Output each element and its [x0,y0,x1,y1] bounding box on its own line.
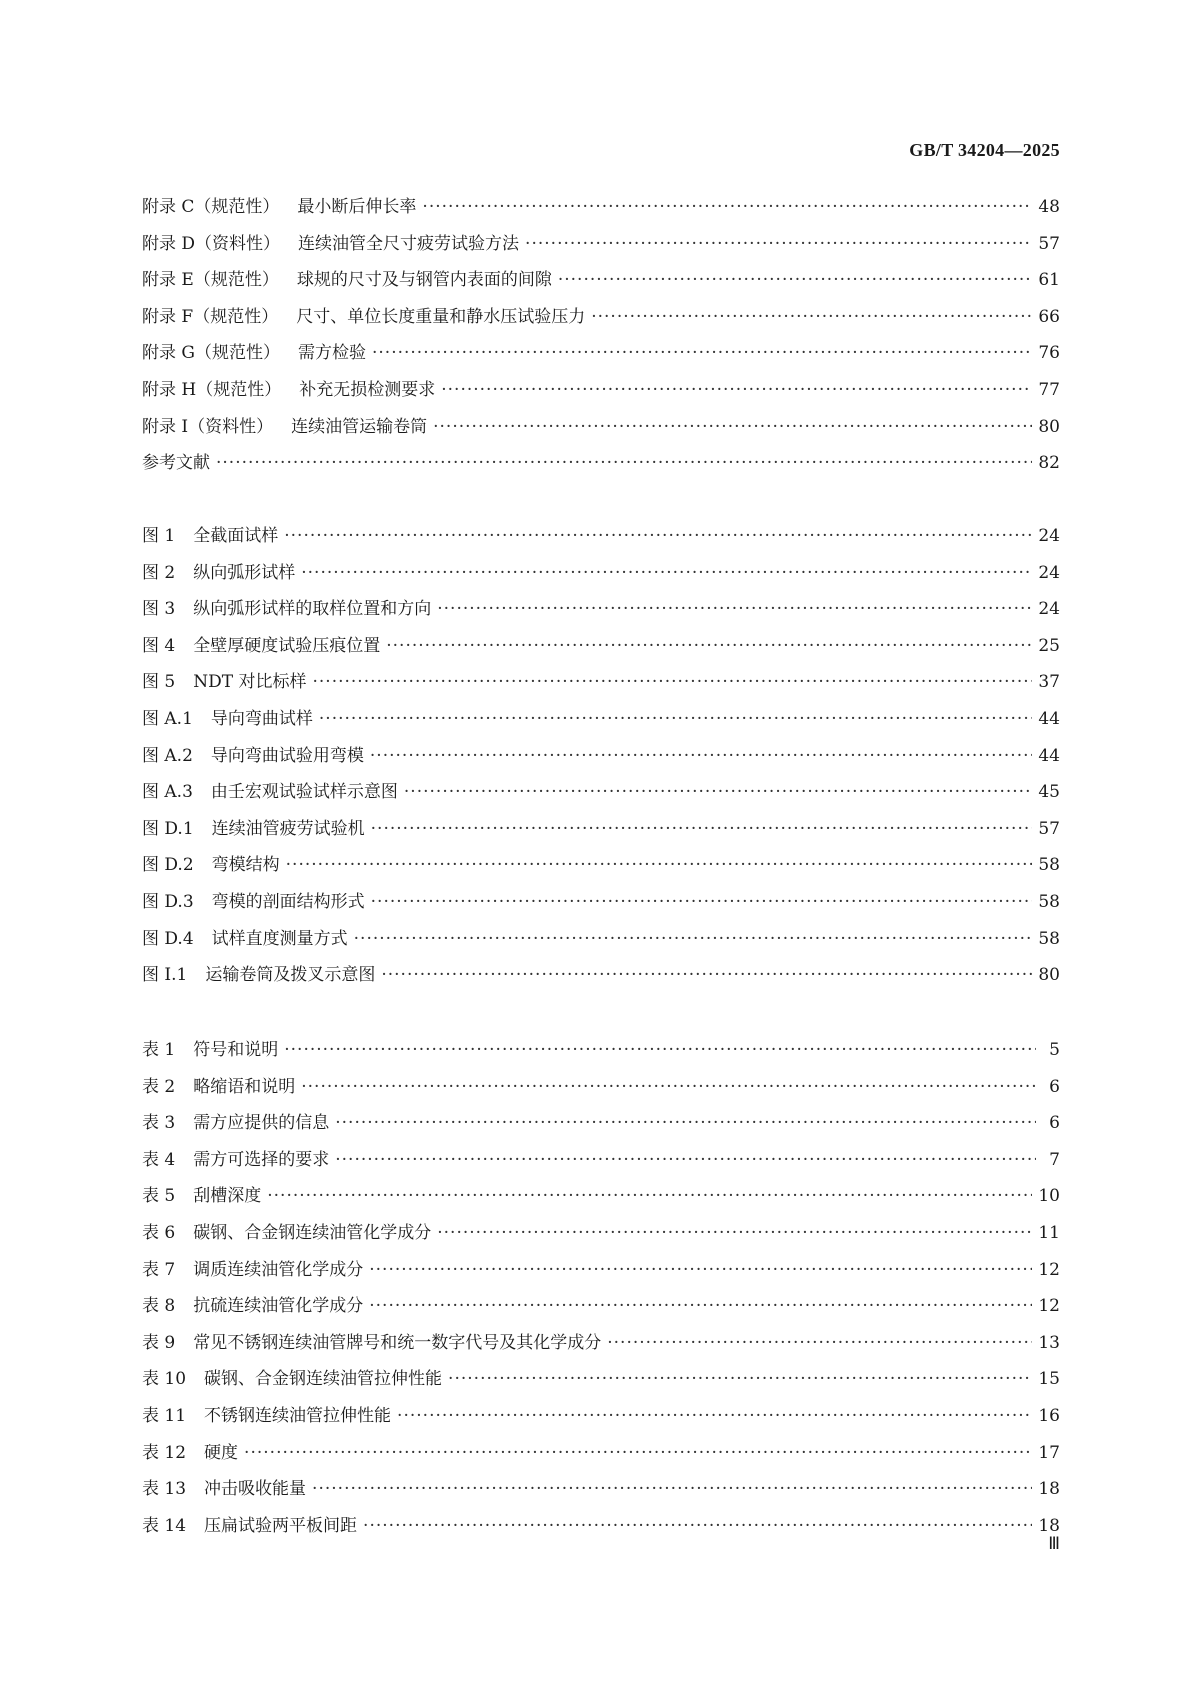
toc-entry-page: 66 [1038,306,1060,327]
toc-leader-dots [525,234,1032,254]
toc-entry-number: 附录 C（规范性） [142,197,280,217]
toc-entry-number: 附录 G（规范性） [142,343,280,364]
toc-entry[interactable] [142,667,1060,704]
toc-leader-dots [286,855,1033,875]
toc-entry[interactable] [142,741,1060,778]
toc-figures [142,521,1060,997]
toc-leader-dots [369,1296,1032,1316]
toc-leader-dots [422,197,1032,217]
toc-leader-dots [433,417,1032,437]
toc-entry-number: 表 5 [142,1186,176,1207]
toc-entry-title: 需方可选择的要求 [193,1149,330,1170]
toc-leader-dots [381,965,1032,985]
toc-leader-dots [371,892,1033,912]
toc-entry-number: 图 I.1 [142,965,188,986]
toc-entry[interactable] [142,1438,1060,1475]
toc-entry-number: 表 10 [142,1369,187,1390]
toc-entry-title: 全壁厚硬度试验压痕位置 [193,635,381,656]
toc-entry[interactable] [142,1035,1060,1072]
toc-leader-dots [371,819,1033,839]
toc-appendices [142,192,1060,485]
toc-entry-number: 图 D.4 [142,928,194,949]
toc-entry-page: 7 [1049,1149,1060,1170]
toc-entry-page: 18 [1038,1479,1060,1500]
toc-entry-page: 58 [1038,855,1060,876]
toc-entry[interactable] [142,521,1060,558]
toc-entry-title: 导向弯曲试样 [210,708,313,729]
toc-entry[interactable] [142,1511,1060,1548]
toc-entry[interactable] [142,704,1060,741]
toc-leader-dots [441,380,1032,400]
toc-entry-title: 需方检验 [297,343,366,364]
toc-entry-number: 图 D.1 [142,818,194,839]
toc-entry-title: 抗硫连续油管化学成分 [193,1296,364,1317]
toc-entry-page: 24 [1038,599,1060,620]
toc-entry-number: 图 2 [142,562,176,583]
toc-entry-number: 图 A.1 [142,708,193,729]
toc-entry-title: 连续油管疲劳试验机 [211,818,365,839]
toc-leader-dots [404,782,1032,802]
toc-leader-dots [335,1113,1036,1133]
toc-entry-number: 表 11 [142,1405,187,1426]
toc-entry-page: 17 [1038,1442,1060,1463]
toc-leader-dots [607,1333,1032,1353]
toc-entry-page: 16 [1038,1405,1060,1426]
toc-entry-page: 45 [1038,782,1060,803]
toc-entry-title: 常见不锈钢连续油管牌号和统一数字代号及其化学成分 [193,1332,602,1353]
toc-entry[interactable] [142,814,1060,851]
toc-entry-page: 6 [1049,1113,1060,1134]
toc-leader-dots [386,636,1032,656]
toc-entry-page: 82 [1038,453,1060,474]
toc-entry[interactable] [142,1181,1060,1218]
toc-entry[interactable] [142,594,1060,631]
toc-entry-page: 58 [1038,928,1060,949]
toc-entry-page: 61 [1038,270,1060,291]
toc-entry-page: 76 [1038,343,1060,364]
toc-entry[interactable] [142,302,1060,339]
toc-leader-dots [267,1186,1032,1206]
toc-entry-page: 24 [1038,526,1060,546]
toc-leader-dots [558,270,1033,290]
toc-entry-title: 由壬宏观试验试样示意图 [210,782,398,803]
toc-entry-title: 略缩语和说明 [193,1076,296,1097]
toc-entry[interactable] [142,229,1060,266]
toc-entry-title: 调质连续油管化学成分 [193,1259,364,1280]
toc-entry[interactable] [142,960,1060,997]
toc-leader-dots [397,1406,1032,1426]
toc-entry-title: 全截面试样 [193,526,279,546]
toc-entry-title: 尺寸、单位长度重量和静水压试验压力 [296,306,586,327]
toc-entry[interactable] [142,1108,1060,1145]
toc-entry-number: 图 5 [142,672,176,693]
toc-leader-dots [244,1443,1032,1463]
toc-entry-number: 图 D.3 [142,891,194,912]
toc-entry[interactable] [142,558,1060,595]
toc-entry[interactable] [142,1291,1060,1328]
toc-leader-dots [284,1040,1036,1060]
toc-entry-page: 25 [1038,635,1060,656]
toc-tables [142,1035,1060,1547]
toc-leader-dots [319,709,1032,729]
toc-entry-title: 连续油管全尺寸疲劳试验方法 [298,233,520,254]
toc-entry-page: 24 [1038,562,1060,583]
toc-entry-number: 附录 E（规范性） [142,270,279,291]
toc-entry-page: 57 [1038,818,1060,839]
toc-entry[interactable] [142,777,1060,814]
toc-leader-dots [448,1369,1032,1389]
toc-entry-number: 表 14 [142,1515,187,1536]
toc-entry-title: 最小断后伸长率 [297,197,417,217]
toc-entry[interactable] [142,1401,1060,1438]
toc-entry[interactable] [142,1145,1060,1182]
toc-entry-title: 刮槽深度 [193,1186,262,1207]
toc-entry-number: 表 2 [142,1076,176,1097]
toc-entry-page: 48 [1038,197,1060,217]
toc-leader-dots [591,307,1032,327]
toc-entry-page: 37 [1038,672,1060,693]
toc-entry-page: 5 [1049,1040,1060,1060]
toc-entry[interactable] [142,631,1060,668]
toc-entry-page: 12 [1038,1259,1060,1280]
toc-leader-dots [312,672,1032,692]
document-code: GB/T 34204—2025 [909,140,1060,160]
toc-entry[interactable] [142,412,1060,449]
toc-entry[interactable] [142,850,1060,887]
toc-entry-number: 表 3 [142,1113,176,1134]
toc-entry-page: 77 [1038,379,1060,400]
toc-leader-dots [301,563,1032,583]
toc-entry[interactable] [142,887,1060,924]
toc-entry-number: 表 12 [142,1442,187,1463]
toc-entry-number: 表 7 [142,1259,176,1280]
toc-entry[interactable] [142,1218,1060,1255]
toc-leader-dots [354,929,1033,949]
toc-entry-number: 图 D.2 [142,855,194,876]
toc-entry-page: 6 [1049,1076,1060,1097]
toc-entry-title: 球规的尺寸及与钢管内表面的间隙 [296,270,552,291]
toc-leader-dots [335,1150,1036,1170]
toc-leader-dots [369,1260,1032,1280]
toc-entry-page: 15 [1038,1369,1060,1390]
toc-entry-title: 不锈钢连续油管拉伸性能 [204,1405,392,1426]
toc-entry[interactable] [142,265,1060,302]
toc-entry-title: 压扁试验两平板间距 [204,1515,358,1536]
toc-entry-number: 附录 H（规范性） [142,379,282,400]
page-number: Ⅲ [1048,1534,1060,1553]
toc-entry-title: 纵向弧形试样的取样位置和方向 [193,599,432,620]
toc-entry-number: 表 13 [142,1479,187,1500]
toc-entry[interactable] [142,448,1060,485]
toc-entry[interactable] [142,192,1060,229]
toc-entry-number: 图 3 [142,599,176,620]
toc-entry[interactable] [142,375,1060,412]
toc-entry-title: 冲击吸收能量 [204,1479,307,1500]
toc-entry-page: 12 [1038,1296,1060,1317]
toc-entry-title: 试样直度测量方式 [211,928,348,949]
toc-entry-number: 参考文献 [142,453,210,474]
toc-entry-title: 需方应提供的信息 [193,1113,330,1134]
toc-entry[interactable] [142,924,1060,961]
toc-entry[interactable] [142,338,1060,375]
toc-entry-title: 碳钢、合金钢连续油管拉伸性能 [204,1369,443,1390]
toc-entry[interactable] [142,1072,1060,1109]
toc-entry-title: NDT 对比标样 [193,672,307,693]
toc-entry-title: 符号和说明 [193,1040,279,1060]
toc-entry-number: 图 A.2 [142,745,193,766]
toc-entry-page: 57 [1038,233,1060,254]
toc-leader-dots [312,1479,1032,1499]
toc-entry[interactable] [142,1364,1060,1401]
toc-entry-number: 图 A.3 [142,782,193,803]
toc-entry[interactable] [142,1328,1060,1365]
toc-entry-page: 58 [1038,891,1060,912]
toc-entry-page: 10 [1038,1186,1060,1207]
toc-leader-dots [370,746,1032,766]
toc-entry-number: 表 8 [142,1296,176,1317]
toc-leader-dots [363,1516,1032,1536]
toc-entry-number: 图 4 [142,635,176,656]
toc-entry-page: 18 [1038,1515,1060,1536]
toc-entry-page: 11 [1038,1222,1060,1243]
toc-entry-title: 导向弯曲试验用弯模 [210,745,364,766]
toc-entry-title: 运输卷筒及拨叉示意图 [205,965,376,986]
toc-entry-number: 附录 D（资料性） [142,233,281,254]
toc-entry-number: 附录 I（资料性） [142,416,274,437]
toc-entry-number: 表 9 [142,1332,176,1353]
toc-leader-dots [372,343,1032,363]
toc-entry-title: 弯模的剖面结构形式 [211,891,365,912]
toc-entry-page: 13 [1038,1332,1060,1353]
toc-leader-dots [301,1077,1036,1097]
toc-entry-page: 44 [1038,745,1060,766]
toc-entry[interactable] [142,1255,1060,1292]
toc-entry-title: 碳钢、合金钢连续油管化学成分 [193,1222,432,1243]
toc-leader-dots [284,526,1032,546]
toc-entry-number: 表 6 [142,1222,176,1243]
toc-entry-number: 表 1 [142,1040,176,1060]
toc-entry-title: 纵向弧形试样 [193,562,296,583]
toc-entry-title: 硬度 [204,1442,239,1463]
toc-entry[interactable] [142,1474,1060,1511]
toc-entry-title: 补充无损检测要求 [299,379,436,400]
toc-entry-number: 图 1 [142,526,176,546]
toc-entry-page: 80 [1038,965,1060,986]
toc-entry-page: 44 [1038,708,1060,729]
toc-entry-title: 弯模结构 [211,855,280,876]
toc-leader-dots [216,453,1032,473]
toc-entry-number: 附录 F（规范性） [142,306,279,327]
toc-entry-title: 连续油管运输卷筒 [291,416,428,437]
toc-entry-number: 表 4 [142,1149,176,1170]
toc-entry-page: 80 [1038,416,1060,437]
toc-leader-dots [437,1223,1032,1243]
toc-leader-dots [437,599,1032,619]
